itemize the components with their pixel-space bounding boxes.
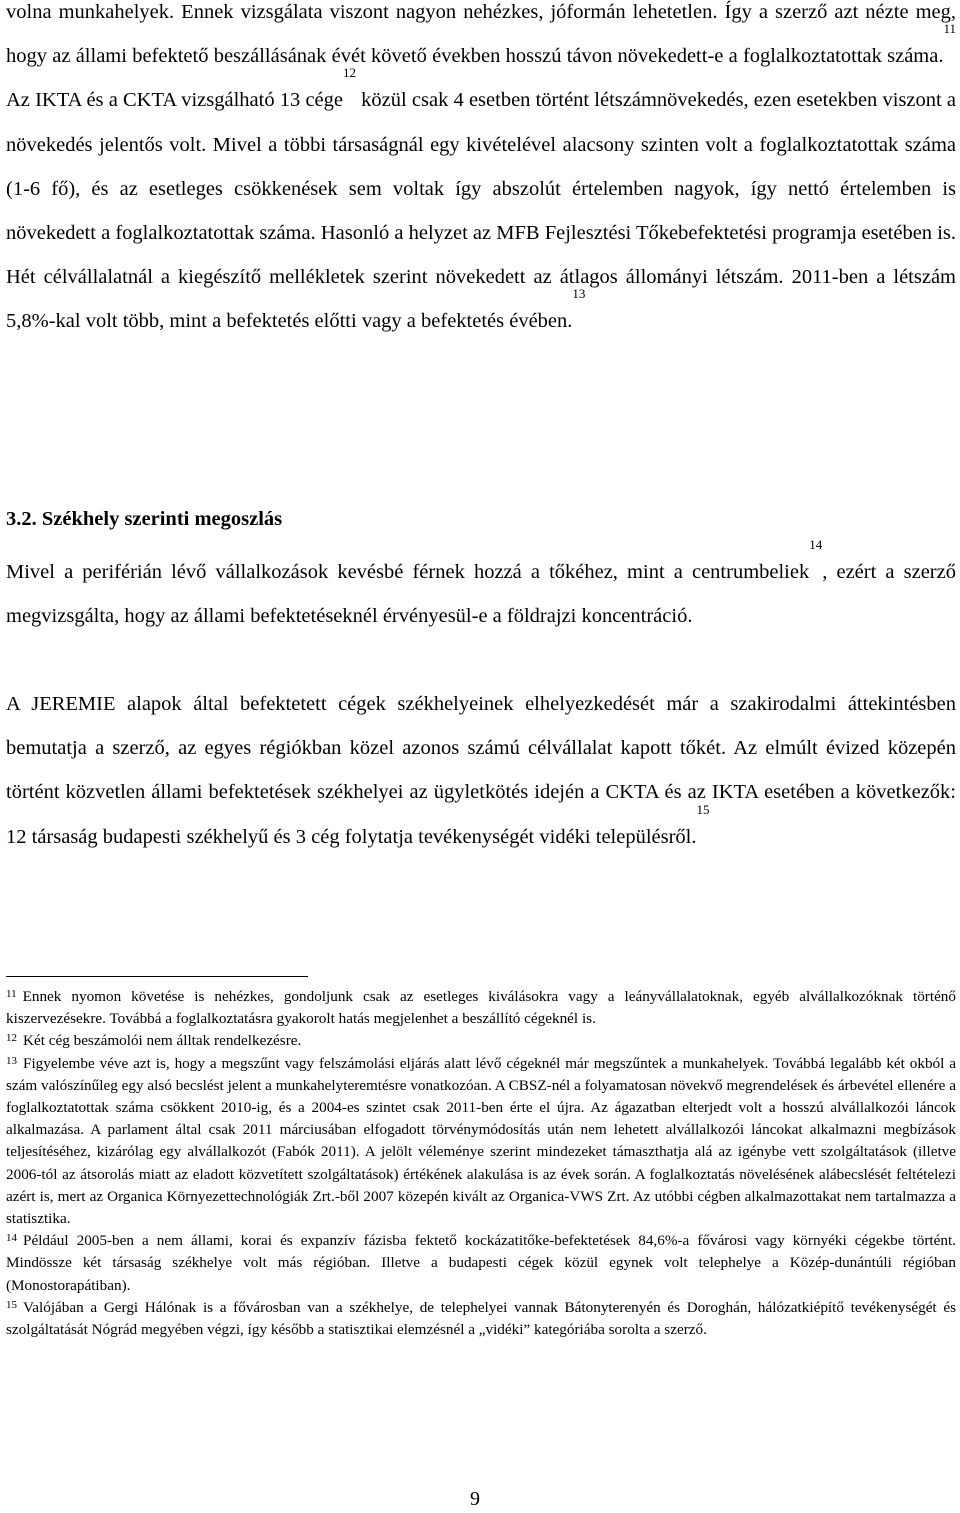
footnote-14: [6, 1230, 956, 1297]
footnote-12: [6, 1030, 956, 1052]
text-segment: közül csak 4 esetben történt létszámnövekedés, ezen esetekben viszont a növekedés jelentős volt. Mivel a többi társaságnál egy kivételével alacsony szinten volt a foglalkoztatottak száma (1-6 fő), és az esetleges csökkenések sem voltak így abszolút értelemben nagyok, így nettó értelemben is növekedett a foglalkoztatottak száma. Hasonló a helyzet az MFB Fejlesztési Tőkebefektetési programja esetében is. Hét célvállalatnál a kiegészítő mellékletek szerint növekedett az átlagos állományi létszám. 2011-ben a létszám 5,8%-kal volt több, mint a befektetés előtti vagy a befektetés évében.: [6, 89, 956, 333]
footnotes-section: [6, 986, 956, 1341]
footnote-number: 13: [6, 1054, 17, 1067]
paragraph-jeremie: [6, 682, 956, 859]
paragraph-periphery: [6, 537, 956, 638]
paragraph-employment: [6, 0, 956, 344]
footnote-number: 14: [6, 1232, 17, 1245]
section-heading: 3.2. Székhely szerinti megoszlás: [6, 508, 283, 530]
footnote-ref-13[interactable]: 13: [572, 286, 586, 302]
footnote-number: 11: [6, 988, 17, 1000]
text-segment: Az IKTA és a CKTA vizsgálható 13 cége: [6, 89, 343, 112]
text-segment: Mivel a periférián lévő vállalkozások kevésbé férnek hozzá a tőkéhez, mint a centrumbeliek: [6, 561, 810, 583]
footnote-text: Figyelembe véve azt is, hogy a megszűnt vagy felszámolási eljárás alatt lévő cégeknél már megszűntek a munkahelyek. Továbbá legalább két okból a szám valószínűleg egy alsó becslést jelent a munkahelyteremtésre vonatkozóan. A CBSZ-nél a folyamatosan növekvő megrendelések és árbevétel ellenére a foglalkoztatottak száma csökkent 2010-ig, és a 2004-es szintet csak 2011-ben érte el újra. Az ágazatban elterjedt volt a hosszú alvállalkozói láncok alkalmazása. A parlament által csak 2011 márciusában elfogadott törvénymódosítás után nem lehetett alvállalkozói láncokat alkalmazni megbízások teljesítéséhez, kizárólag egy alvállalkozót (Fabók 2011). A jelölt véleménye szerint mindezeket támaszthatja alá az igénybe vett szolgáltatások (illetve 2006-tól az átsorolás miatt az eladott közvetített szolgáltatások) értékének alakulása is az évek során. A foglalkoztatás növelésének alábecslését feltételezi azért is, mert az Organica Környezettechnológiák Zrt.-ből 2007 közepén kivált az Organica-VWS Zrt. Az utóbbi cégben alkalmazottakat nem tartalmazza a statisztika.: [6, 1054, 956, 1228]
footnote-text: Két cég beszámolói nem álltak rendelkezésre.: [23, 1032, 302, 1050]
footnote-15: [6, 1297, 956, 1341]
text-segment: A JEREMIE alapok által befektetett cégek székhelyeinek elhelyezkedését már a szakirodalmi áttekintésben bemutatja a szerző, az egyes régiókban közel azonos számú célvállalat kapott tőkét. Az elmúlt évized közepén történt közvetlen állami befektetések székhelyei az ügyletkötés idején a CKTA és az IKTA esetében a következők: 12 társaság budapesti székhelyű és 3 cég folytatja tevékenységét vidéki településről.: [6, 693, 956, 848]
footnote-ref-11[interactable]: 11: [943, 21, 956, 37]
footnote-ref-15[interactable]: 15: [696, 801, 710, 817]
text-segment: volna munkahelyek. Ennek vizsgálata viszont nagyon nehézkes, jóformán lehetetlen. Így a szerző azt nézte meg, hogy az állami befektető beszállásának évét követő években hosszú távon növekedett-e a foglalkoztatottak száma.: [6, 1, 956, 68]
footnote-ref-14[interactable]: 14: [809, 537, 823, 552]
footnote-text: Ennek nyomon követése is nehézkes, gondoljunk csak az esetleges kiválásokra vagy a leányvállalatoknak, egyéb alvállalkozóknak történő kiszervezésekre. Továbbá a foglalkoztatásra gyakorolt hatás megjelenhet a beszállító cégeknél is.: [6, 988, 956, 1028]
footnote-text: Például 2005-ben a nem állami, korai és expanzív fázisba fektető kockázatitőke-befektetések 84,6%-a fővárosi vagy környéki cégekbe történt. Mindössze két társaság székhelye volt más régióban. Illetve a budapesti cégek közül egynek volt telephelye a Közép-dunántúli régióban (Monostorapátiban).: [6, 1232, 956, 1294]
footnote-number: 15: [6, 1298, 17, 1311]
text-segment: , ezért a szerző megvizsgálta, hogy az állami befektetéseknél érvényesül-e a földrajzi koncentráció.: [6, 561, 956, 628]
footnote-13: [6, 1053, 956, 1231]
footnote-11: [6, 986, 956, 1030]
page-number: 9: [470, 1488, 480, 1510]
footnote-separator: [6, 976, 308, 977]
footnote-ref-12[interactable]: 12: [343, 65, 356, 81]
footnote-number: 12: [6, 1032, 17, 1045]
footnote-text: Valójában a Gergi Hálónak is a fővárosban van a székhelye, de telephelyei vannak Bátonyterenyén és Doroghán, hálózatkiépítő tevékenységét és szolgáltatását Nógrád megyében végzi, így később a statisztikai elemzésnél a „vidéki” kategóriába sorolta a szerző.: [6, 1298, 956, 1339]
